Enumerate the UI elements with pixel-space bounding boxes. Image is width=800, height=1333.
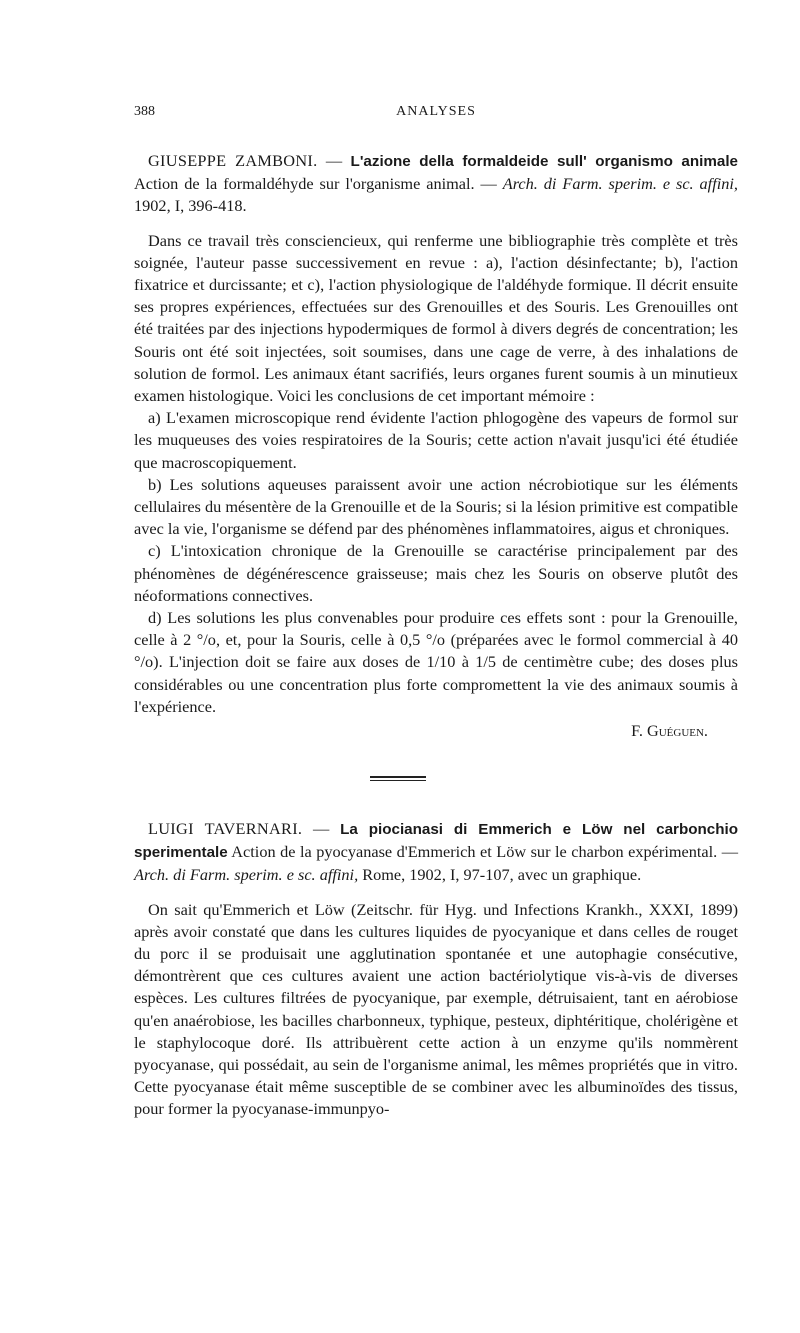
citation-tavernari: LUIGI TAVERNARI. — La piocianasi di Emmerich e Löw nel carbonchio sperimentale Action de la pyocyanase d'Emmerich et Löw sur le charbon expérimental. — Arch. di Farm. sperim. e sc. affini, Rome, 1902, I, 97-107, avec un graphique. (134, 819, 738, 885)
page-header (134, 104, 738, 126)
conclusion-d: d) Les solutions les plus convenables pour produire ces effets sont : pour la Grenouille, celle à 2 °/o, et, pour la Souris, celle à 0,5 °/o (préparées avec le formol commercial à 40 °/o). L'injection doit se faire aux doses de 1/10 à 1/5 de centimètre cube; des doses plus considérables ou une concentration plus forte compromettent la vie des animaux soumis à l'expérience. (134, 608, 738, 716)
conclusion-a: a) L'examen microscopique rend évidente l'action phlogogène des vapeurs de formol sur les muqueuses des voies respiratoires de la Souris; cette action n'avait jusqu'ici été étudiée que macroscopiquement. (134, 408, 738, 472)
paragraph: Dans ce travail très consciencieux, qui renferme une bibliographie très complète et très soignée, l'auteur passe successivement en revue : a), l'action désinfectante; b), l'action fixatrice et durcissante; et c), l'action physiologique de l'aldéhyde formique. Il décrit ensuite ses propres expériences, effectuées sur des Grenouilles et des Souris. Les Grenouilles ont été traitées par des injections hypodermiques de formol à divers degrés de concentration; les Souris ont été soit injectées, soit soumises, dans une cage de verre, à des inhalations de solution de formol. Les animaux étant sacrifiés, leurs organes furent soumis à un minutieux examen histologique. Voici les conclusions de cet important mémoire : (134, 230, 738, 406)
section-divider (370, 776, 426, 778)
article-title-translation: Action de la formaldéhyde sur l'organisme animal. (134, 174, 475, 194)
journal-name: Arch. di Farm. sperim. e sc. affini, (134, 865, 359, 885)
paragraph: On sait qu'Emmerich et Löw (Zeitschr. für Hyg. und Infections Krankh., XXXI, 1899) après avoir constaté que dans les cultures liquides de pyocyanique et dans celles de rouget du porc il se produisait une agglutination spontanée et une autophagie consécutive, démontrèrent que ces cultures avaient une action bactériolytique vis-à-vis de diverses espèces. Les cultures filtrées de pyocyanique, par exemple, détruisaient, tant en aérobiose qu'en anaérobiose, les bacilles charbonneux, typhique, pesteux, diphtéritique, cholérigène et le staphylocoque doré. Ils attribuèrent cette action à un enzyme qu'ils nommèrent pyocyanase, qui possédait, au sein de l'organisme animal, les mêmes propriétés que in vitro. Cette pyocyanase était même susceptible de se combiner avec les albuminoïdes des tissus, pour former la pyocyanase-immunpyo- (134, 899, 738, 1119)
author: GIUSEPPE ZAMBONI. (148, 151, 318, 170)
review-zamboni (134, 150, 738, 742)
conclusion-c: c) L'intoxication chronique de la Grenouille se caractérise principalement par des phénomènes de dégénérescence graisseuse; mais chez les Souris on observe plutôt des néoformations connectives. (134, 541, 738, 605)
reference: Rome, 1902, I, 97-107, avec un graphique. (362, 865, 642, 885)
running-title: ANALYSES (396, 104, 476, 119)
signature (134, 720, 738, 742)
journal-name: Arch. di Farm. sperim. e sc. affini, (502, 174, 738, 194)
article-title-translation: Action de la pyocyanase d'Emmerich et Löw sur le charbon expérimental. (231, 842, 718, 862)
conclusion-b: b) Les solutions aqueuses paraissent avoir une action nécrobiotique sur les éléments cellulaires du mésentère de la Grenouille et de la Souris; si la lésion primitive est compatible avec la vie, l'organisme se défend par des phénomènes inflammatoires, aigus et chroniques. (134, 474, 738, 539)
section-divider-thin (370, 780, 426, 781)
citation-zamboni: GIUSEPPE ZAMBONI. — L'azione della formaldeide sull' organismo animale Action de la formaldéhyde sur l'organisme animal. — Arch. di Farm. sperim. e sc. affini, 1902, I, 396-418. (134, 151, 738, 216)
author: LUIGI TAVERNARI. (148, 819, 303, 838)
signature-text: F. Guéguen. (631, 721, 708, 741)
review-tavernari (134, 818, 738, 1121)
article-title: L'azione della formaldeide sull' organismo animale (350, 153, 738, 170)
reference: 1902, I, 396-418. (134, 196, 247, 216)
article-title: La piocianasi di Emmerich e Löw nel carbonchio sperimentale (134, 821, 738, 862)
page-number: 388 (134, 104, 155, 119)
